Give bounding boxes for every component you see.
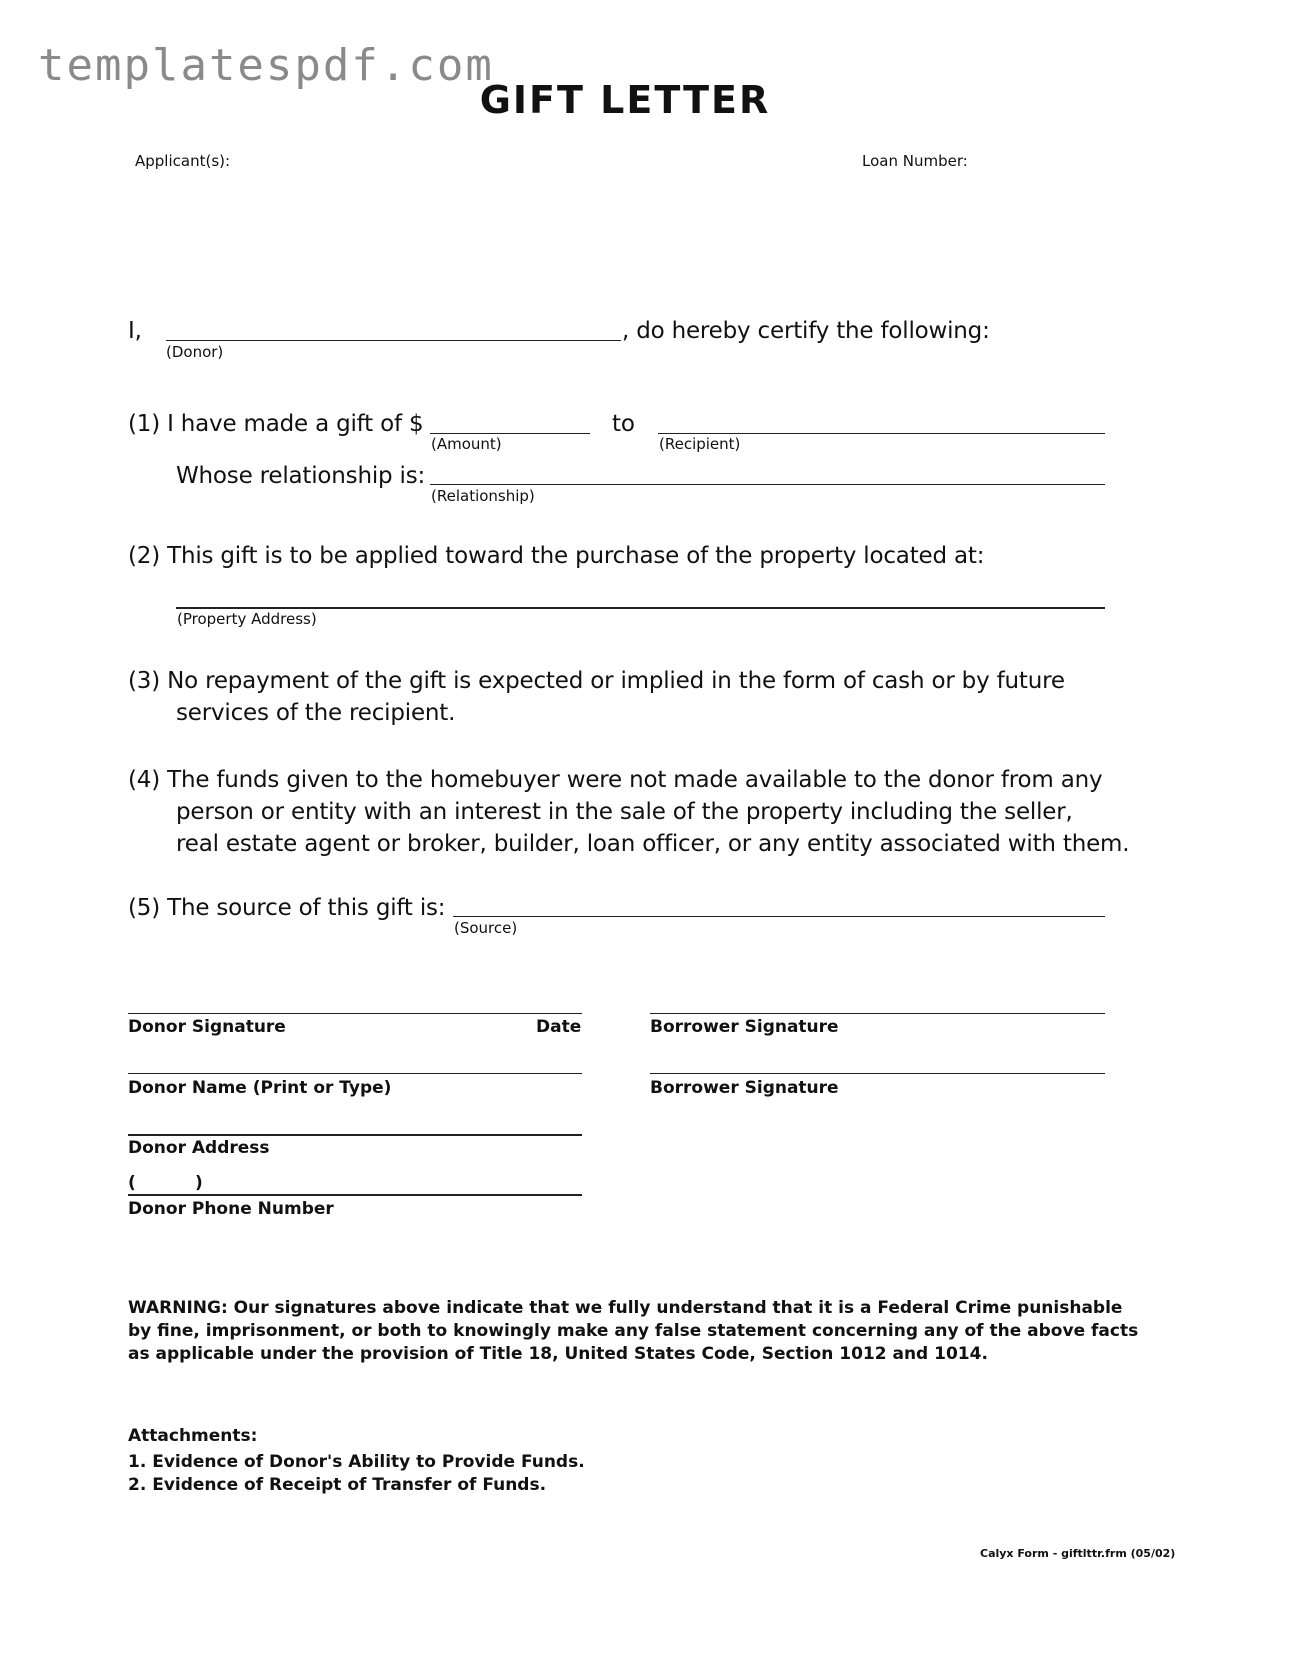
relationship-field[interactable] bbox=[430, 484, 1105, 485]
item4-line3: real estate agent or broker, builder, loan officer, or any entity associated with them. bbox=[176, 831, 1130, 857]
relationship-text: Whose relationship is: bbox=[176, 463, 426, 489]
amount-field[interactable] bbox=[430, 433, 590, 434]
page-title: GIFT LETTER bbox=[479, 78, 771, 122]
donor-phone-label: Donor Phone Number bbox=[128, 1199, 334, 1219]
donor-field[interactable] bbox=[166, 340, 621, 341]
recipient-field[interactable] bbox=[658, 433, 1105, 434]
item1-text: (1) I have made a gift of $ bbox=[128, 411, 424, 437]
attachments-heading: Attachments: bbox=[128, 1426, 258, 1446]
form-footer: Calyx Form - giftlttr.frm (05/02) bbox=[980, 1547, 1176, 1560]
item5-text: (5) The source of this gift is: bbox=[128, 895, 446, 921]
donor-phone-line[interactable] bbox=[128, 1194, 582, 1196]
borrower-signature-line-1[interactable] bbox=[650, 1013, 1105, 1014]
donor-address-line[interactable] bbox=[128, 1134, 582, 1136]
recipient-caption: (Recipient) bbox=[659, 435, 741, 453]
attachment-item: 1. Evidence of Donor's Ability to Provide Funds. bbox=[128, 1452, 585, 1472]
item3-line1: (3) No repayment of the gift is expected or implied in the form of cash or by future bbox=[128, 668, 1065, 694]
certify-prefix: I, bbox=[128, 318, 142, 344]
source-caption: (Source) bbox=[454, 919, 518, 937]
donor-name-line[interactable] bbox=[128, 1073, 582, 1074]
source-field[interactable] bbox=[453, 916, 1105, 917]
borrower-signature-label-2: Borrower Signature bbox=[650, 1078, 839, 1098]
item4-line1: (4) The funds given to the homebuyer were not made available to the donor from any bbox=[128, 767, 1103, 793]
warning-line-1: WARNING: Our signatures above indicate that we fully understand that it is a Federal Crime punishable bbox=[128, 1298, 1123, 1318]
attachment-item: 2. Evidence of Receipt of Transfer of Funds. bbox=[128, 1475, 547, 1495]
donor-address-label: Donor Address bbox=[128, 1138, 270, 1158]
certify-suffix: , do hereby certify the following: bbox=[622, 318, 990, 344]
item4-line2: person or entity with an interest in the sale of the property including the seller, bbox=[176, 799, 1073, 825]
donor-signature-line[interactable] bbox=[128, 1013, 582, 1014]
donor-caption: (Donor) bbox=[166, 343, 224, 361]
item2-text: (2) This gift is to be applied toward the purchase of the property located at: bbox=[128, 543, 985, 569]
property-address-caption: (Property Address) bbox=[177, 610, 317, 628]
date-label: Date bbox=[536, 1017, 582, 1037]
item1-to: to bbox=[612, 411, 635, 437]
loan-number-label: Loan Number: bbox=[862, 152, 968, 170]
warning-line-3: as applicable under the provision of Title 18, United States Code, Section 1012 and 1014. bbox=[128, 1344, 988, 1364]
borrower-signature-line-2[interactable] bbox=[650, 1073, 1105, 1074]
phone-area-code: ( ) bbox=[128, 1173, 203, 1193]
donor-signature-label: Donor Signature bbox=[128, 1017, 286, 1037]
amount-caption: (Amount) bbox=[431, 435, 502, 453]
donor-name-label: Donor Name (Print or Type) bbox=[128, 1078, 392, 1098]
warning-line-2: by fine, imprisonment, or both to knowingly make any false statement concerning any of the above facts bbox=[128, 1321, 1139, 1341]
applicants-label: Applicant(s): bbox=[135, 152, 231, 170]
warning-text bbox=[128, 1297, 1139, 1366]
item3-line2: services of the recipient. bbox=[176, 700, 456, 726]
watermark: templatespdf.com bbox=[38, 40, 494, 91]
borrower-signature-label-1: Borrower Signature bbox=[650, 1017, 839, 1037]
relationship-caption: (Relationship) bbox=[431, 487, 535, 505]
property-address-field[interactable] bbox=[176, 607, 1105, 609]
